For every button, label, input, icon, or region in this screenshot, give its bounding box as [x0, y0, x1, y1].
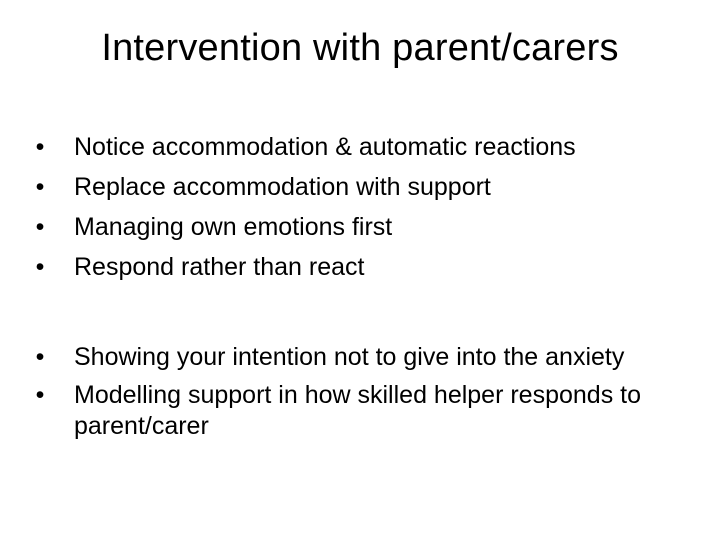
- bullet-icon: •: [35, 381, 45, 409]
- bullet-item: [30, 380, 700, 442]
- bullet-icon: •: [35, 133, 45, 161]
- bullet-text: Showing your intention not to give into the anxiety: [74, 343, 625, 371]
- bullet-item: [30, 252, 700, 283]
- bullet-text: Managing own emotions first: [74, 213, 393, 241]
- bullet-icon: •: [35, 213, 45, 241]
- bullet-item: [30, 132, 700, 163]
- bullet-text: Notice accommodation & automatic reactions: [74, 133, 576, 161]
- bullet-item: [30, 342, 700, 373]
- bullet-icon: •: [35, 253, 45, 281]
- bullet-text: Replace accommodation with support: [74, 173, 491, 201]
- bullet-text: Modelling support in how skilled helper responds to parent/carer: [74, 381, 641, 440]
- bullet-icon: •: [35, 343, 45, 371]
- bullet-item: [30, 172, 700, 203]
- bullet-item: [30, 212, 700, 243]
- bullet-list-secondary: [30, 342, 700, 449]
- bullet-icon: •: [35, 173, 45, 201]
- bullet-text: Respond rather than react: [74, 253, 365, 281]
- bullet-list-primary: [30, 132, 700, 292]
- slide-title: Intervention with parent/carers: [101, 27, 619, 69]
